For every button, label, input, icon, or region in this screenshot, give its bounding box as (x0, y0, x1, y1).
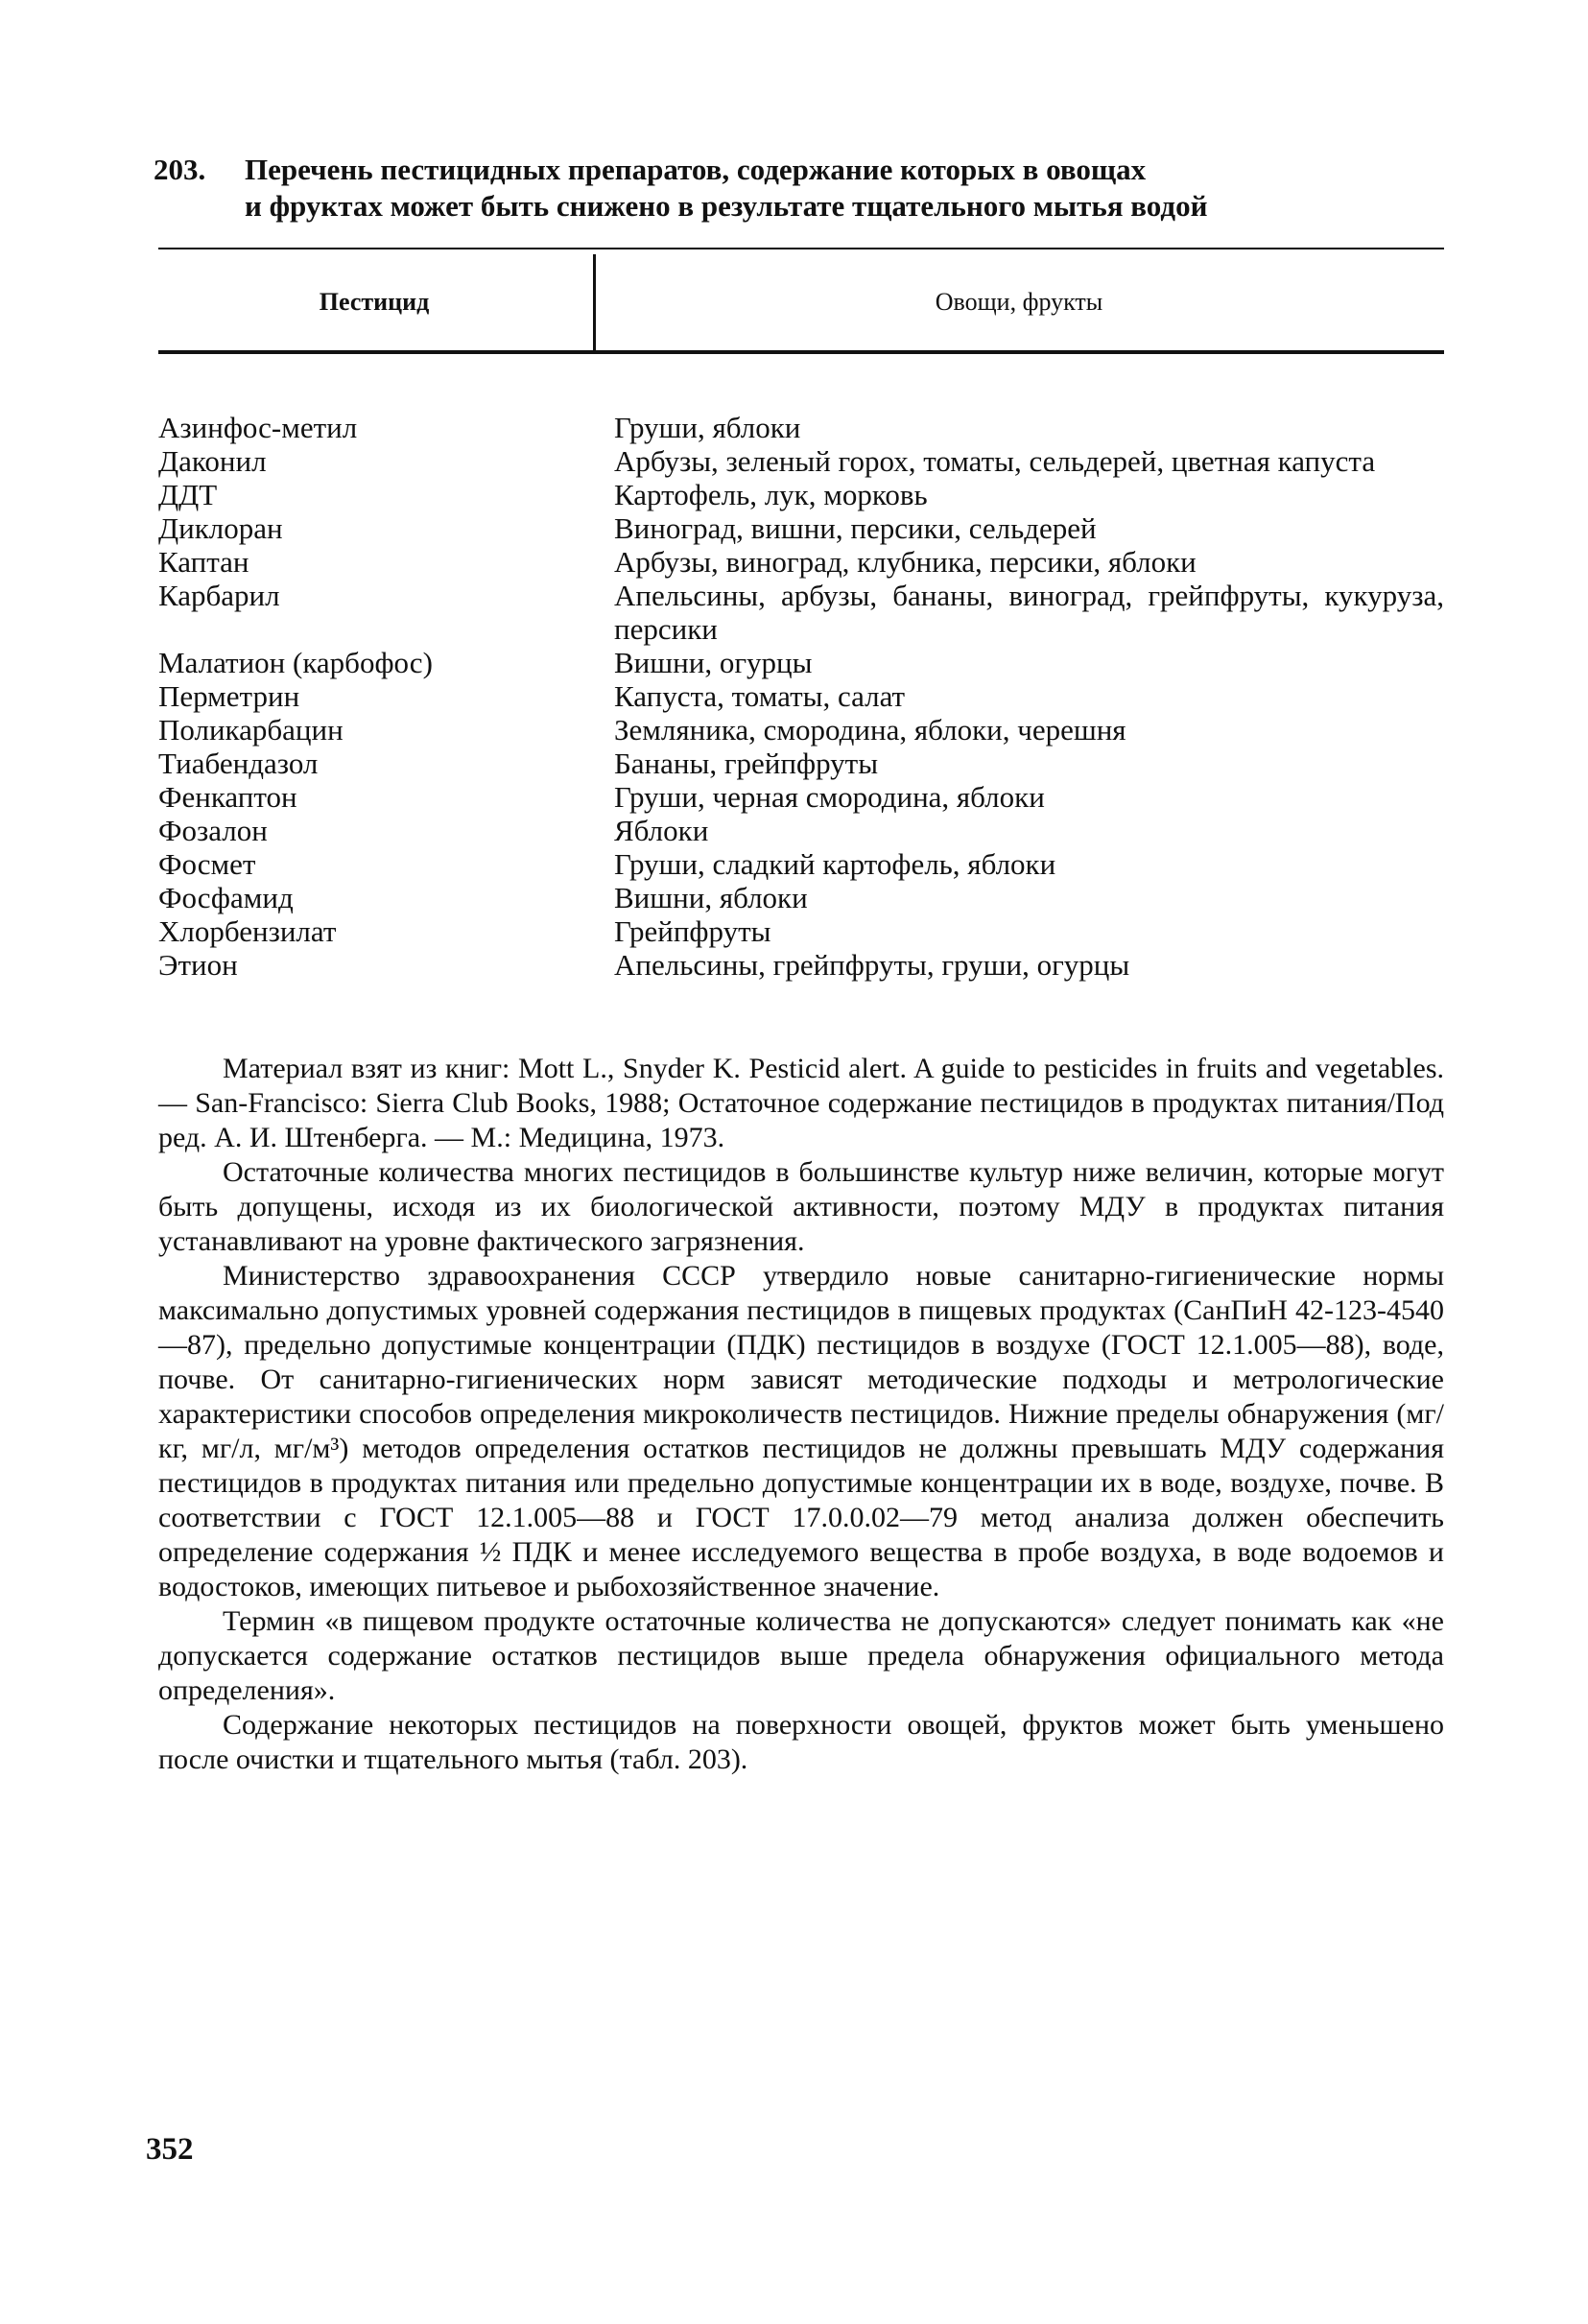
pesticide-table (158, 411, 1444, 982)
table-header-rule (158, 350, 1444, 354)
header-column-divider (593, 254, 596, 352)
pesticide-name: Перметрин (158, 679, 300, 713)
products-cell: Вишни, огурцы (614, 646, 813, 679)
body-text (158, 1052, 1444, 1777)
products-cell: Виноград, вишни, персики, сельдерей (614, 511, 1097, 545)
table-title-line1: Перечень пестицидных препаратов, содержание которых в овощах (245, 153, 1147, 186)
products-cell: Апельсины, грейпфруты, груши, огурцы (614, 948, 1130, 982)
pesticide-name: Диклоран (158, 511, 283, 545)
pesticide-name: Малатион (карбофос) (158, 646, 433, 679)
pesticide-name: Хлорбензилат (158, 914, 337, 948)
table-row (158, 713, 1444, 747)
table-row (158, 948, 1444, 982)
term-definition-paragraph: Термин «в пищевом продукте остаточные количества не допускаются» следует понимать как «не допускается содержание остатков пестицидов выше предела обнаружения официального метода определения». (158, 1605, 1444, 1706)
header-pesticide: Пестицид (319, 288, 430, 316)
table-row (158, 545, 1444, 579)
products-cell: Капуста, томаты, салат (614, 679, 906, 713)
pesticide-name: Фенкаптон (158, 780, 297, 814)
pesticide-name: Фозалон (158, 814, 268, 847)
pesticide-name: Фосмет (158, 847, 256, 881)
pesticide-name: Поликарбацин (158, 713, 344, 747)
washing-reduction-paragraph: Содержание некоторых пестицидов на поверхности овощей, фруктов может быть уменьшено после очистки и тщательного мытья (табл. 203). (158, 1709, 1444, 1775)
pesticide-name: Азинфос-метил (158, 411, 358, 444)
products-cell: Земляника, смородина, яблоки, черешня (614, 713, 1126, 747)
table-row (158, 814, 1444, 847)
table-title (154, 152, 1439, 225)
pesticide-name: Фосфамид (158, 881, 294, 914)
table-row (158, 478, 1444, 511)
table-top-rule (158, 248, 1444, 249)
table-row (158, 411, 1444, 444)
products-cell: Апельсины, арбузы, бананы, виноград, грейпфруты, кукуруза, персики (614, 579, 1444, 646)
table-row (158, 747, 1444, 780)
pesticide-name: Даконил (158, 444, 267, 478)
products-cell: Груши, черная смородина, яблоки (614, 780, 1045, 814)
source-note-paragraph: Материал взят из книг: Mott L., Snyder K. Pesticid alert. A guide to pesticides in fruits and vegetables. — San-Francisco: Sierra Club Books, 1988; Остаточное содержание пестицидов в продуктах питания/Под ред. А. И. Штенберга. — М.: Медицина, 1973. (158, 1053, 1444, 1153)
table-row (158, 881, 1444, 914)
table-row (158, 847, 1444, 881)
table-title-line2: и фруктах может быть снижено в результате тщательного мытья водой (245, 189, 1208, 223)
pesticide-name: Тиабендазол (158, 747, 319, 780)
pesticide-name: ДДТ (158, 478, 218, 511)
pesticide-name: Каптан (158, 545, 249, 579)
table-row (158, 511, 1444, 545)
table-row (158, 444, 1444, 478)
pesticide-name: Карбарил (158, 579, 280, 612)
products-cell: Вишни, яблоки (614, 881, 808, 914)
table-row (158, 646, 1444, 679)
table-row (158, 780, 1444, 814)
products-cell: Груши, яблоки (614, 411, 801, 444)
products-cell: Бананы, грейпфруты (614, 747, 879, 780)
header-products: Овощи, фрукты (935, 288, 1103, 316)
page-number: 352 (146, 2132, 194, 2167)
products-cell: Арбузы, зеленый горох, томаты, сельдерей, цветная капуста (614, 444, 1376, 478)
products-cell: Яблоки (614, 814, 709, 847)
table-row (158, 914, 1444, 948)
products-cell: Грейпфруты (614, 914, 771, 948)
residual-quantities-paragraph: Остаточные количества многих пестицидов в большинстве культур ниже величин, которые могут быть допущены, исходя из их биологической активности, поэтому МДУ в продуктах питания устанавливают на уровне фактического загрязнения. (158, 1156, 1444, 1257)
products-cell: Картофель, лук, морковь (614, 478, 928, 511)
pesticide-name: Этион (158, 948, 238, 982)
products-cell: Груши, сладкий картофель, яблоки (614, 847, 1056, 881)
ministry-norms-paragraph: Министерство здравоохранения СССР утвердило новые санитарно-гигиенические нормы максимально допустимых уровней содержания пестицидов в пищевых продуктах (СанПиН 42-123-4540—87), предельно допустимые концентрации (ПДК) пестицидов в воздухе (ГОСТ 12.1.005—88), воде, почве. От санитарно-гигиенических норм зависят методические подходы и метрологические характеристики способов определения микроколичеств пестицидов. Нижние пределы обнаружения (мг/кг, мг/л, мг/м³) методов определения остатков пестицидов не должны превышать МДУ содержания пестицидов в продуктах питания или предельно допустимые концентрации их в воде, воздухе, почве. В соответствии с ГОСТ 12.1.005—88 и ГОСТ 17.0.0.02—79 метод анализа должен обеспечить определение содержания ½ ПДК и менее исследуемого вещества в пробе воздуха, в воде водоемов и водостоков, имеющих питьевое и рыбохозяйственное значение. (158, 1260, 1444, 1602)
table-row (158, 679, 1444, 713)
table-row (158, 579, 1444, 646)
products-cell: Арбузы, виноград, клубника, персики, яблоки (614, 545, 1197, 579)
table-number: 203. (154, 153, 206, 186)
